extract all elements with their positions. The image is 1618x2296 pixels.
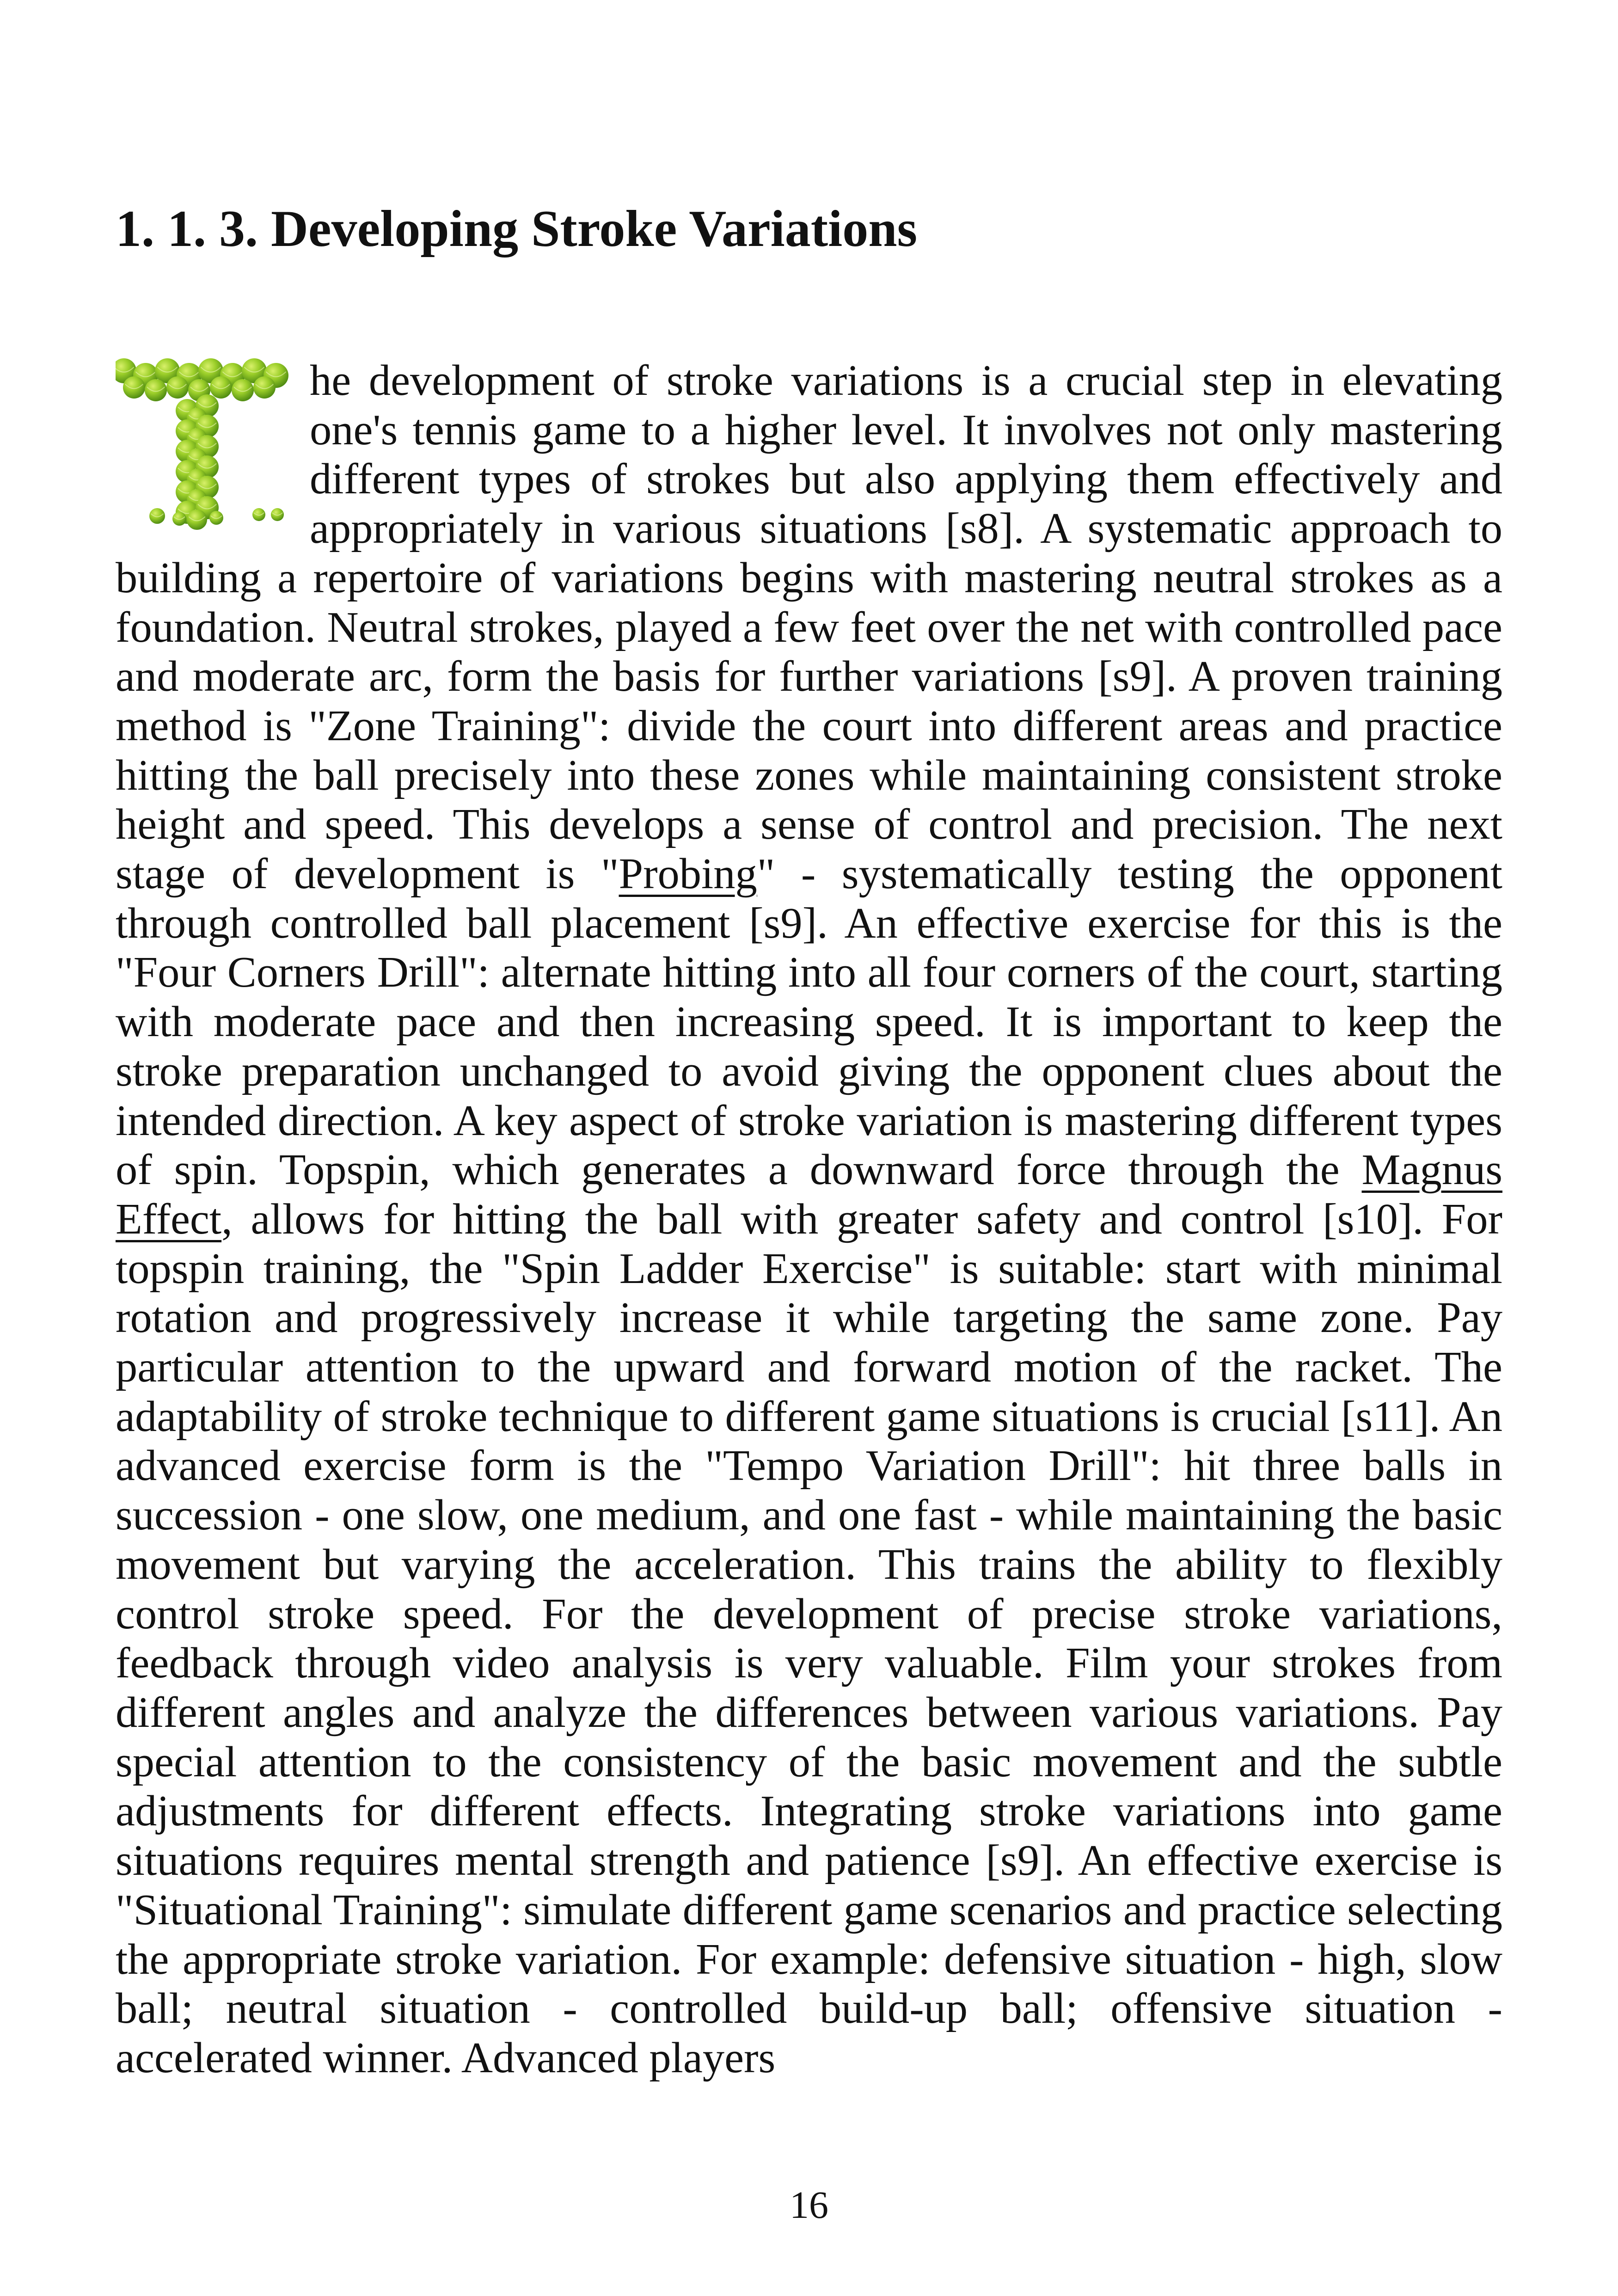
tennis-ball — [271, 508, 284, 521]
tennis-ball — [145, 379, 167, 401]
paragraph-text-part-2: " - systematically testing the opponent through controlled ball placement [s9]. An effective exercise for this is the "Four Corners Drill": alternate hitting into all four corners of the court, starting with moderate pace and then increasing speed. It is important to keep the stroke preparation unchanged to avoid giving the opponent clues about the intended direction. A key aspect of stroke variation is mastering different types of spin. Topspin, which generates a downward force through the — [116, 850, 1502, 1194]
body-paragraph — [116, 356, 1502, 2083]
tennis-ball — [210, 376, 232, 399]
paragraph-text-part-1: he development of stroke variations is a crucial step in elevating one's tennis game to a higher level. It involves not only mastering different types of strokes but also applying them effectively and appropriately in various situations [s8]. A systematic approach to building a repertoire of variations begins with mastering neutral strokes as a foundation. Neutral strokes, played a few feet over the net with controlled pace and moderate arc, form the basis for further variations [s9]. A proven training method is "Zone Training": divide the court into different areas and practice hitting the ball precisely into these zones while maintaining consistent stroke height and speed. This develops a sense of control and precision. The next stage of development is " — [116, 356, 1502, 898]
tennis-ball — [172, 512, 186, 526]
drop-cap-tennis-ball-letter — [116, 356, 310, 543]
term-magnus-effect: Magnus Effect — [116, 1146, 1502, 1243]
tennis-ball-t-image — [116, 356, 310, 543]
tennis-ball — [149, 508, 165, 524]
tennis-ball — [253, 376, 276, 399]
page-number: 16 — [790, 2184, 828, 2227]
tennis-ball — [187, 510, 207, 530]
tennis-ball — [209, 511, 223, 525]
paragraph-text-part-3: , allows for hitting the ball with greater safety and control [s10]. For topspin training, the "Spin Ladder Exercise" is suitable: start with minimal rotation and progressively increase it while targeting the same zone. Pay particular attention to the upward and forward motion of the racket. The adaptability of stroke technique to different game situations is crucial [s11]. An advanced exercise form is the "Tempo Variation Drill": hit three balls in succession - one slow, one medium, and one fast - while maintaining the basic movement but varying the acceleration. This trains the ability to flexibly control stroke speed. For the development of precise stroke variations, feedback through video analysis is very valuable. Film your strokes from different angles and analyze the differences between various variations. Pay special attention to the consistency of the basic movement and the subtle adjustments for different effects. Integrating stroke variations into game situations requires mental strength and patience [s9]. An effective exercise is "Situational Training": simulate different game scenarios and practice selecting the appropriate stroke variation. For example: defensive situation - high, slow ball; neutral situation - controlled build-up ball; offensive situation - accelerated winner. Advanced players — [116, 1195, 1502, 2082]
tennis-ball — [166, 376, 189, 399]
tennis-ball — [123, 376, 145, 399]
tennis-ball — [252, 508, 265, 521]
tennis-ball — [232, 379, 254, 401]
section-heading: 1. 1. 3. Developing Stroke Variations — [116, 200, 918, 258]
term-probing: Probing — [619, 850, 757, 898]
